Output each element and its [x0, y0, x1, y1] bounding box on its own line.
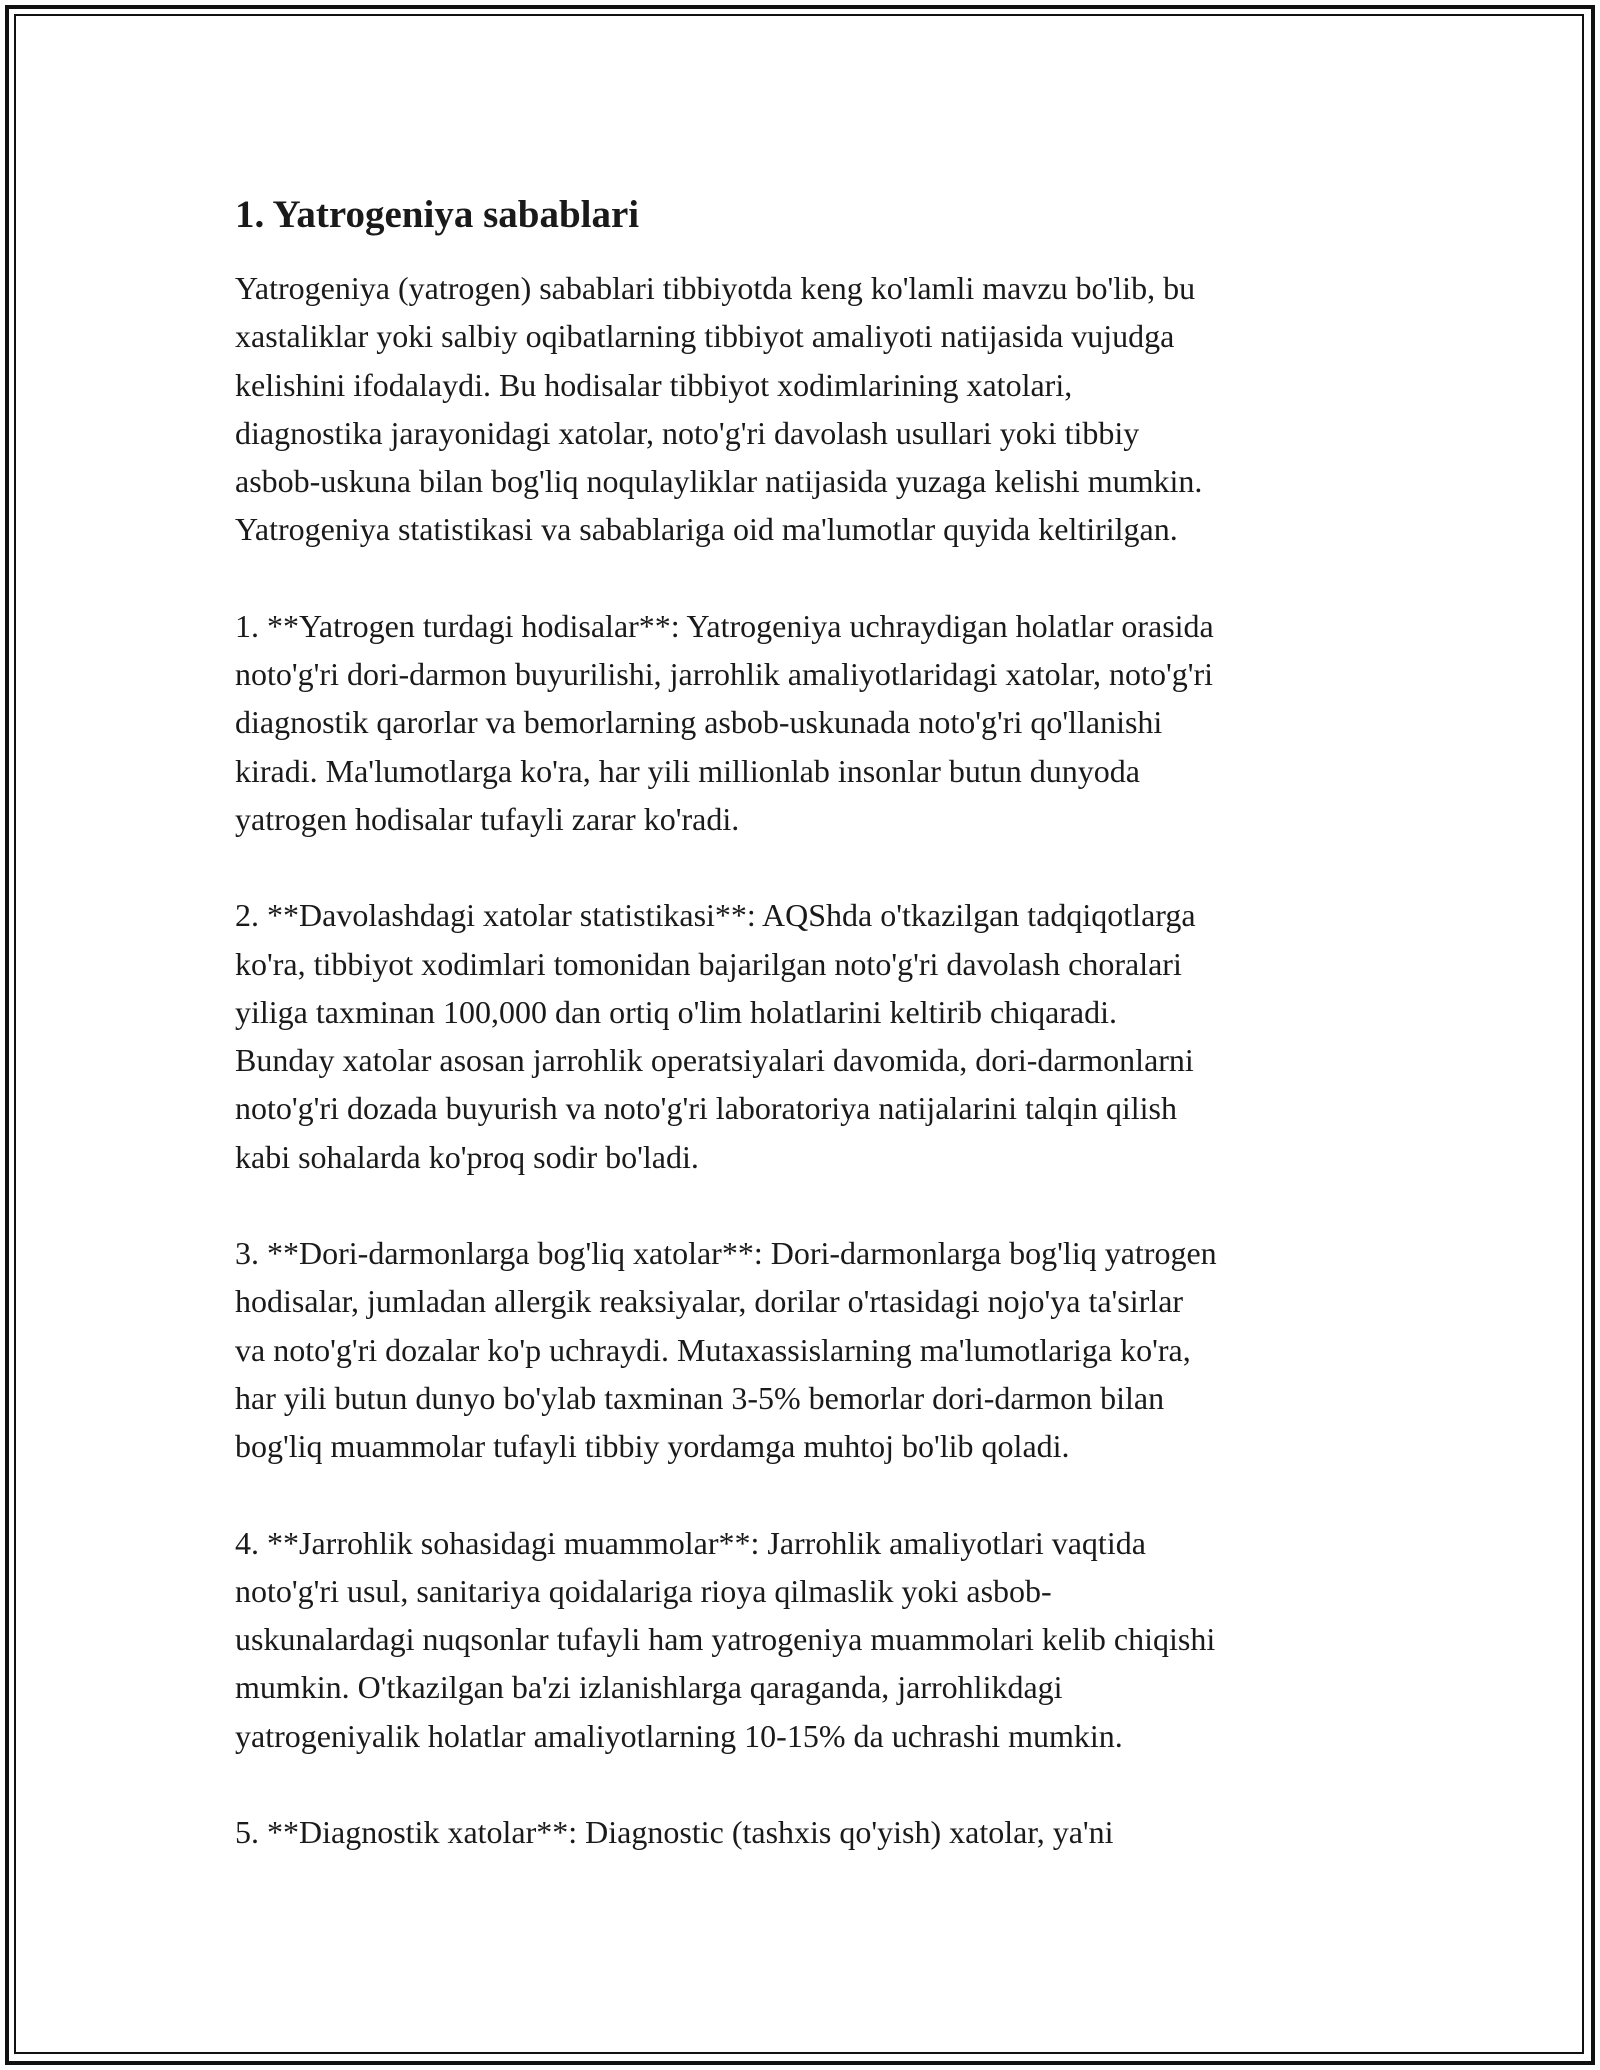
- section-title: 1. Yatrogeniya sabablari: [235, 193, 640, 236]
- list-item-paragraph-4: [235, 1519, 1395, 1760]
- text-line: 1. **Yatrogen turdagi hodisalar**: Yatrogeniya uchraydigan holatlar orasida: [235, 607, 1214, 644]
- list-item-paragraph-2: [235, 891, 1395, 1181]
- text-line: Bunday xatolar asosan jarrohlik operatsiyalari davomida, dori-darmonlarni: [235, 1042, 1194, 1079]
- text-line: noto'g'ri dori-darmon buyurilishi, jarrohlik amaliyotlaridagi xatolar, noto'g'ri: [235, 656, 1214, 693]
- text-line: va noto'g'ri dozalar ko'p uchraydi. Mutaxassislarning ma'lumotlariga ko'ra,: [235, 1331, 1191, 1368]
- list-item-paragraph-1: [235, 602, 1395, 843]
- text-line: ko'ra, tibbiyot xodimlari tomonidan bajarilgan noto'g'ri davolash choralari: [235, 945, 1182, 982]
- list-item-paragraph-5: [235, 1808, 1395, 1856]
- text-line: kelishini ifodalaydi. Bu hodisalar tibbiyot xodimlarining xatolari,: [235, 366, 1073, 403]
- text-line: Yatrogeniya statistikasi va sabablariga oid ma'lumotlar quyida keltirilgan.: [235, 511, 1178, 548]
- text-line: kiradi. Ma'lumotlarga ko'ra, har yili millionlab insonlar butun dunyoda: [235, 752, 1140, 789]
- text-line: noto'g'ri usul, sanitariya qoidalariga rioya qilmaslik yoki asbob-: [235, 1572, 1052, 1609]
- text-line: 2. **Davolashdagi xatolar statistikasi**: AQShda o'tkazilgan tadqiqotlarga: [235, 897, 1196, 934]
- text-line: 4. **Jarrohlik sohasidagi muammolar**: Jarrohlik amaliyotlari vaqtida: [235, 1524, 1146, 1561]
- text-line: diagnostik qarorlar va bemorlarning asbob-uskunada noto'g'ri qo'llanishi: [235, 704, 1163, 741]
- text-line: bog'liq muammolar tufayli tibbiy yordamga muhtoj bo'lib qoladi.: [235, 1428, 1070, 1465]
- document-body: [235, 188, 1395, 1904]
- text-line: asbob-uskuna bilan bog'liq noqulayliklar natijasida yuzaga kelishi mumkin.: [235, 463, 1203, 500]
- text-line: kabi sohalarda ko'proq sodir bo'ladi.: [235, 1138, 699, 1175]
- intro-paragraph: [235, 264, 1395, 554]
- text-line: diagnostika jarayonidagi xatolar, noto'g'ri davolash usullari yoki tibbiy: [235, 414, 1140, 451]
- text-line: yiliga taxminan 100,000 dan ortiq o'lim holatlarini keltirib chiqaradi.: [235, 993, 1118, 1030]
- list-item-paragraph-3: [235, 1229, 1395, 1470]
- text-line: mumkin. O'tkazilgan ba'zi izlanishlarga qaraganda, jarrohlikdagi: [235, 1669, 1063, 1706]
- text-line: Yatrogeniya (yatrogen) sabablari tibbiyotda keng ko'lamli mavzu bo'lib, bu: [235, 270, 1196, 306]
- text-line: hodisalar, jumladan allergik reaksiyalar, dorilar o'rtasidagi nojo'ya ta'sirlar: [235, 1283, 1184, 1320]
- text-line: noto'g'ri dozada buyurish va noto'g'ri laboratoriya natijalarini talqin qilish: [235, 1090, 1177, 1127]
- text-line: uskunalardagi nuqsonlar tufayli ham yatrogeniya muammolari kelib chiqishi: [235, 1621, 1216, 1658]
- text-line: xastaliklar yoki salbiy oqibatlarning tibbiyot amaliyoti natijasida vujudga: [235, 318, 1175, 355]
- text-line: yatrogen hodisalar tufayli zarar ko'radi.: [235, 800, 740, 837]
- text-line: har yili butun dunyo bo'ylab taxminan 3-5% bemorlar dori-darmon bilan: [235, 1379, 1165, 1416]
- text-line: 3. **Dori-darmonlarga bog'liq xatolar**: Dori-darmonlarga bog'liq yatrogen: [235, 1235, 1217, 1272]
- text-line: yatrogeniyalik holatlar amaliyotlarning 10-15% da uchrashi mumkin.: [235, 1717, 1123, 1754]
- text-line: 5. **Diagnostik xatolar**: Diagnostic (tashxis qo'yish) xatolar, ya'ni: [235, 1814, 1114, 1851]
